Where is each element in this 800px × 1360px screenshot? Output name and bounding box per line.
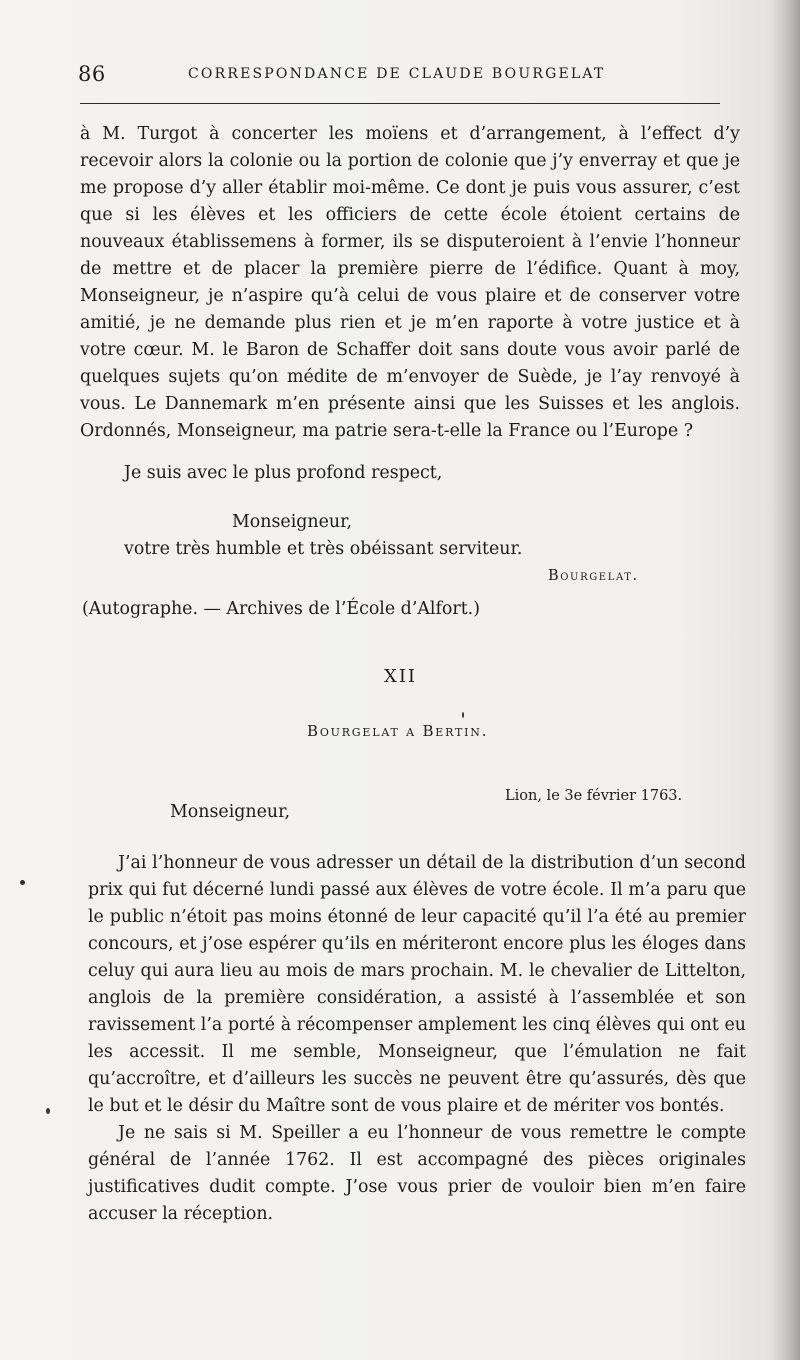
page-edge-shadow: [772, 0, 800, 1360]
letter-number: XII: [384, 666, 418, 687]
running-head: CORRESPONDANCE DE CLAUDE BOURGELAT: [188, 66, 606, 82]
print-speck: [462, 712, 464, 718]
closing-line-monseigneur: Monseigneur,: [232, 512, 353, 532]
letter-body: [88, 850, 746, 1228]
signature: Bourgelat.: [548, 568, 639, 584]
page-number: 86: [78, 62, 106, 86]
page-header: [78, 62, 718, 92]
letter-continuation: [80, 121, 740, 445]
salutation: Monseigneur,: [170, 802, 291, 822]
body-paragraph-2: Je ne sais si M. Speiller a eu l’honneur de vous remettre le compte général de l’année 1762. Il est accompagné des pièces originales justificatives dudit compte. J’ose vous prier de vouloir bien m’en faire accuser la réception.: [88, 1123, 746, 1224]
letter-title: Bourgelat a Bertin.: [307, 722, 489, 740]
source-note: (Autographe. — Archives de l’École d’Alfort.): [82, 599, 480, 619]
header-rule: [80, 103, 720, 104]
closing-line-serviteur: votre très humble et très obéissant serviteur.: [124, 539, 523, 559]
body-paragraph-1: J’ai l’honneur de vous adresser un détail de la distribution d’un second prix qui fut décerné lundi passé aux élèves de votre école. Il m’a paru que le public n’étoit pas moins étonné de leur capacité qu’il l’a été au premier concours, et j’ose espérer qu’ils en mériteront encore plus les éloges dans celuy qui aura lieu au mois de mars prochain. M. le chevalier de Littelton, anglois de la première considération, a assisté à l’assemblée et son ravissement l’a porté à récompenser amplement les cinq élèves qui ont eu les accessit. Il me semble, Monseigneur, que l’émulation ne fait qu’accroître, et d’ailleurs les succès ne peuvent être qu’assurés, dès que le but et le désir du Maître sont de vous plaire et de mériter vos bontés.: [88, 853, 746, 1116]
print-speck: [46, 1108, 50, 1114]
print-speck: [20, 880, 25, 885]
continuation-paragraph: à M. Turgot à concerter les moïens et d’arrangement, à l’effect d’y recevoir alors la colonie ou la portion de colonie que j’y enverray et que je me propose d’y aller établir moi-même. Ce dont je puis vous assurer, c’est que si les élèves et les officiers de cette école étoient certains de nouveaux établissemens à former, ils se disputeroient à l’envie l’honneur de mettre et de placer la première pierre de l’édifice. Quant à moy, Monseigneur, je n’aspire qu’à celui de vous plaire et de conserver votre amitié, je ne demande plus rien et je m’en raporte à votre justice et à votre cœur. M. le Baron de Schaffer doit sans doute vous avoir parlé de quelques sujets qu’on médite de m’envoyer de Suède, je l’ay renvoyé à vous. Le Dannemark m’en présente ainsi que les Suisses et les anglois. Ordonnés, Monseigneur, ma patrie sera-t-elle la France ou l’Europe ?: [80, 124, 740, 441]
place-date: Lion, le 3e février 1763.: [505, 788, 683, 804]
closing-line-respect: Je suis avec le plus profond respect,: [124, 463, 443, 483]
